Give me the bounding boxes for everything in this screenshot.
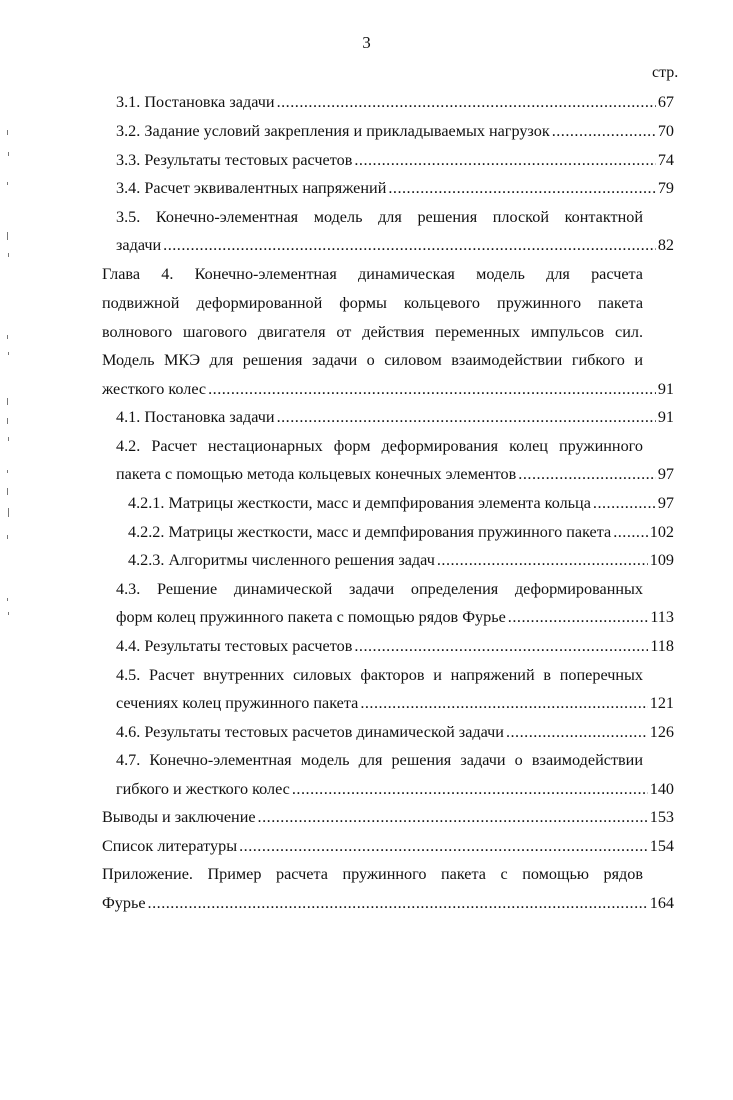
toc-entry-4-2 (116, 462, 674, 486)
toc-entry-text: жесткого колес (102, 380, 207, 398)
toc-entry-text: 4.2.2. Матрицы жесткости, масс и демпфирования пружинного пакета (128, 523, 612, 541)
toc-entry-3-1 (116, 90, 674, 114)
toc-entry-page: 82 (657, 236, 674, 254)
toc-entry-text: 4.1. Постановка задачи (116, 408, 275, 426)
toc-entry-text: 4.2.3. Алгоритмы численного решения задач (128, 551, 435, 569)
toc-entry-text: 3.4. Расчет эквивалентных напряжений (116, 179, 387, 197)
toc-entry-text: пакета с помощью метода кольцевых конечных элементов (116, 465, 517, 483)
toc-entry-text: сечениях колец пружинного пакета (116, 694, 359, 712)
toc-entry-4-5 (116, 691, 674, 715)
leader-dots (239, 834, 648, 858)
toc-entry-page: 97 (657, 494, 674, 512)
toc-entry-page: 102 (649, 523, 674, 541)
toc-entry-4-3-line1: 4.3. Решение динамической задачи определения деформированных (116, 580, 643, 598)
toc-entry-4-7 (116, 777, 674, 801)
toc-entry-page: 91 (657, 380, 674, 398)
toc-entry-4-3 (116, 605, 674, 629)
toc-entry-text: 4.2.1. Матрицы жесткости, масс и демпфирования элемента кольца (128, 494, 591, 512)
toc-entry-page: 109 (649, 551, 674, 569)
leader-dots (506, 720, 648, 744)
toc-entry-text: Фурье (102, 894, 146, 912)
toc-entry-4-2-3 (128, 548, 674, 572)
leader-dots (613, 520, 648, 544)
leader-dots (258, 805, 648, 829)
scan-marks (0, 0, 20, 620)
leader-dots (208, 377, 656, 401)
toc-entry-page: 79 (657, 179, 674, 197)
chapter-4-line1: Глава 4. Конечно-элементная динамическая модель для расчета (102, 265, 643, 283)
toc-entry-bibliography (102, 834, 674, 858)
page-number: 3 (362, 33, 371, 52)
toc-entry-text: гибкого и жесткого колес (116, 780, 290, 798)
toc-entry-conclusions (102, 805, 674, 829)
leader-dots (354, 148, 655, 172)
toc-entry-page: 153 (649, 808, 674, 826)
chapter-4-line3: волнового шагового двигателя от действия переменных импульсов сил. (102, 323, 643, 341)
toc-entry-appendix-line1: Приложение. Пример расчета пружинного пакета с помощью рядов (102, 865, 643, 883)
toc-entry-text: форм колец пружинного пакета с помощью рядов Фурье (116, 608, 506, 626)
leader-dots (277, 405, 656, 429)
toc-entry-3-2 (116, 119, 674, 143)
toc-entry-4-7-line1: 4.7. Конечно-элементная модель для решения задачи о взаимодействии (116, 751, 643, 769)
toc-entry-page: 67 (657, 93, 674, 111)
toc-entry-4-2-1 (128, 491, 674, 515)
leader-dots (148, 891, 648, 915)
toc-entry-4-1 (116, 405, 674, 429)
toc-entry-page: 74 (657, 151, 674, 169)
leader-dots (277, 90, 656, 114)
leader-dots (354, 634, 648, 658)
toc-entry-text: Список литературы (102, 837, 238, 855)
page-column-label: стр. (652, 64, 679, 81)
toc-entry-3-4 (116, 176, 674, 200)
toc-entry-3-5-line1: 3.5. Конечно-элементная модель для решения плоской контактной (116, 208, 643, 226)
toc-entry-page: 126 (649, 723, 674, 741)
toc-entry-4-2-2 (128, 520, 674, 544)
toc-entry-page: 91 (657, 408, 674, 426)
chapter-4-line2: подвижной деформированной формы кольцевого пружинного пакета (102, 294, 643, 312)
toc-entry-page: 97 (657, 465, 674, 483)
toc-entry-text: 3.2. Задание условий закрепления и прикладываемых нагрузок (116, 122, 550, 140)
toc-entry-4-5-line1: 4.5. Расчет внутренних силовых факторов и напряжений в поперечных (116, 666, 643, 684)
toc-entry-page: 118 (650, 637, 674, 655)
leader-dots (437, 548, 648, 572)
toc-entry-4-2-line1: 4.2. Расчет нестационарных форм деформирования колец пружинного (116, 437, 643, 455)
leader-dots (593, 491, 656, 515)
leader-dots (518, 462, 656, 486)
toc-entry-page: 70 (657, 122, 674, 140)
toc-entry-text: Выводы и заключение (102, 808, 256, 826)
toc-entry-text: 4.4. Результаты тестовых расчетов (116, 637, 353, 655)
toc-entry-4-4 (116, 634, 674, 658)
leader-dots (552, 119, 656, 143)
toc-entry-text: 3.3. Результаты тестовых расчетов (116, 151, 353, 169)
leader-dots (292, 777, 648, 801)
toc-entry-page: 164 (649, 894, 674, 912)
toc-entry-3-5 (116, 233, 674, 257)
leader-dots (388, 176, 655, 200)
toc-entry-chapter-4 (102, 377, 674, 401)
toc-entry-page: 140 (649, 780, 674, 798)
leader-dots (508, 605, 649, 629)
toc-entry-text: задачи (116, 236, 162, 254)
toc-entry-page: 113 (650, 608, 674, 626)
toc-entry-3-3 (116, 148, 674, 172)
chapter-4-line4: Модель МКЭ для решения задачи о силовом взаимодействии гибкого и (102, 351, 643, 369)
toc-entry-page: 154 (649, 837, 674, 855)
toc-entry-text: 3.1. Постановка задачи (116, 93, 275, 111)
leader-dots (360, 691, 647, 715)
toc-entry-4-6 (116, 720, 674, 744)
toc-entry-page: 121 (649, 694, 674, 712)
leader-dots (163, 233, 656, 257)
toc-entry-appendix (102, 891, 674, 915)
toc-entry-text: 4.6. Результаты тестовых расчетов динамической задачи (116, 723, 504, 741)
